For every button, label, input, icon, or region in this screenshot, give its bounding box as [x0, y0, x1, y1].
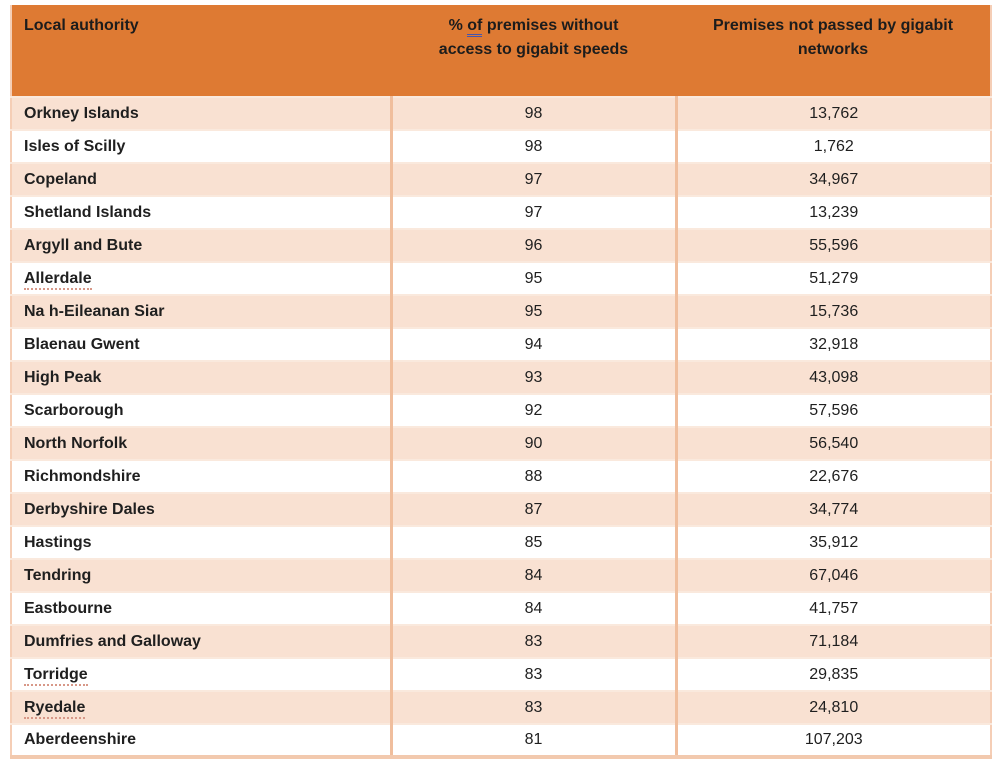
premises-not-passed-cell: 56,540	[676, 427, 991, 460]
local-authority-name: Isles of Scilly	[24, 137, 126, 155]
premises-not-passed-cell: 51,279	[676, 262, 991, 295]
percent-without-gigabit-cell: 94	[391, 328, 676, 361]
local-authority-name: Orkney Islands	[24, 104, 139, 122]
table-row	[11, 97, 991, 130]
premises-not-passed-cell: 1,762	[676, 130, 991, 163]
local-authority-cell	[11, 691, 391, 724]
table-row	[11, 229, 991, 262]
table-row	[11, 691, 991, 724]
table-header	[11, 5, 991, 97]
percent-without-gigabit-cell: 97	[391, 163, 676, 196]
local-authority-cell	[11, 361, 391, 394]
local-authority-cell	[11, 460, 391, 493]
premises-not-passed-cell: 13,762	[676, 97, 991, 130]
premises-not-passed-cell: 29,835	[676, 658, 991, 691]
local-authority-cell	[11, 427, 391, 460]
local-authority-name-spellcheck-underline: Torridge	[24, 666, 88, 686]
local-authority-cell	[11, 658, 391, 691]
local-authority-name: Copeland	[24, 170, 97, 188]
local-authority-cell	[11, 262, 391, 295]
table-row	[11, 493, 991, 526]
percent-without-gigabit-cell: 98	[391, 97, 676, 130]
local-authority-name: Na h-Eileanan Siar	[24, 302, 165, 320]
table-body	[11, 97, 991, 757]
table-row	[11, 460, 991, 493]
premises-not-passed-cell: 55,596	[676, 229, 991, 262]
local-authority-name: Richmondshire	[24, 467, 141, 485]
local-authority-cell	[11, 229, 391, 262]
local-authority-name: Eastbourne	[24, 599, 113, 617]
local-authority-cell	[11, 526, 391, 559]
local-authority-cell	[11, 559, 391, 592]
table-row	[11, 394, 991, 427]
percent-without-gigabit-cell: 85	[391, 526, 676, 559]
header-premises-label: Premises not passed by gigabit networks	[712, 17, 954, 58]
table-row	[11, 658, 991, 691]
header-premises-not-passed	[676, 5, 991, 97]
local-authority-cell	[11, 163, 391, 196]
local-authority-name: Derbyshire Dales	[24, 500, 155, 518]
percent-without-gigabit-cell: 88	[391, 460, 676, 493]
table-row	[11, 526, 991, 559]
local-authority-name: Tendring	[24, 566, 92, 584]
premises-not-passed-cell: 32,918	[676, 328, 991, 361]
table-row	[11, 328, 991, 361]
premises-not-passed-cell: 34,967	[676, 163, 991, 196]
local-authority-cell	[11, 130, 391, 163]
premises-not-passed-cell: 57,596	[676, 394, 991, 427]
premises-not-passed-cell: 43,098	[676, 361, 991, 394]
local-authority-name-spellcheck-underline: Ryedale	[24, 699, 85, 719]
percent-without-gigabit-cell: 95	[391, 262, 676, 295]
header-percent-prefix: %	[448, 17, 468, 34]
gigabit-access-table	[10, 5, 992, 759]
local-authority-cell	[11, 493, 391, 526]
table-row	[11, 625, 991, 658]
premises-not-passed-cell: 41,757	[676, 592, 991, 625]
percent-without-gigabit-cell: 98	[391, 130, 676, 163]
premises-not-passed-cell: 22,676	[676, 460, 991, 493]
local-authority-cell	[11, 196, 391, 229]
table-row	[11, 724, 991, 757]
percent-without-gigabit-cell: 97	[391, 196, 676, 229]
premises-not-passed-cell: 67,046	[676, 559, 991, 592]
percent-without-gigabit-cell: 96	[391, 229, 676, 262]
header-percent-rest: premises without access to gigabit speeds	[438, 17, 629, 58]
local-authority-name-spellcheck-underline: Allerdale	[24, 270, 92, 290]
percent-without-gigabit-cell: 83	[391, 691, 676, 724]
percent-without-gigabit-cell: 83	[391, 625, 676, 658]
table-row	[11, 163, 991, 196]
table-row	[11, 559, 991, 592]
premises-not-passed-cell: 107,203	[676, 724, 991, 757]
premises-not-passed-cell: 35,912	[676, 526, 991, 559]
percent-without-gigabit-cell: 81	[391, 724, 676, 757]
header-local-authority	[11, 5, 391, 97]
premises-not-passed-cell: 71,184	[676, 625, 991, 658]
percent-without-gigabit-cell: 93	[391, 361, 676, 394]
header-row	[11, 5, 991, 97]
table-row	[11, 592, 991, 625]
table-row	[11, 295, 991, 328]
local-authority-name: Dumfries and Galloway	[24, 632, 201, 650]
local-authority-name: Argyll and Bute	[24, 236, 143, 254]
local-authority-cell	[11, 394, 391, 427]
local-authority-name: Aberdeenshire	[24, 731, 137, 748]
premises-not-passed-cell: 13,239	[676, 196, 991, 229]
local-authority-name: High Peak	[24, 368, 102, 386]
local-authority-name: Scarborough	[24, 401, 124, 419]
header-percent-without-gigabit	[391, 5, 676, 97]
table-row	[11, 130, 991, 163]
table-row	[11, 262, 991, 295]
local-authority-cell	[11, 625, 391, 658]
premises-not-passed-cell: 15,736	[676, 295, 991, 328]
table-row	[11, 361, 991, 394]
premises-not-passed-cell: 34,774	[676, 493, 991, 526]
table-row	[11, 196, 991, 229]
grammar-check-underline: of	[467, 17, 482, 37]
percent-without-gigabit-cell: 84	[391, 592, 676, 625]
percent-without-gigabit-cell: 87	[391, 493, 676, 526]
percent-without-gigabit-cell: 90	[391, 427, 676, 460]
table-row	[11, 427, 991, 460]
local-authority-name: Shetland Islands	[24, 203, 152, 221]
local-authority-cell	[11, 724, 391, 757]
local-authority-cell	[11, 97, 391, 130]
local-authority-name: North Norfolk	[24, 434, 128, 452]
local-authority-name: Hastings	[24, 533, 92, 551]
percent-without-gigabit-cell: 83	[391, 658, 676, 691]
percent-without-gigabit-cell: 92	[391, 394, 676, 427]
local-authority-name: Blaenau Gwent	[24, 335, 140, 353]
percent-without-gigabit-cell: 84	[391, 559, 676, 592]
header-local-authority-label: Local authority	[24, 17, 139, 34]
local-authority-cell	[11, 295, 391, 328]
premises-not-passed-cell: 24,810	[676, 691, 991, 724]
local-authority-cell	[11, 592, 391, 625]
local-authority-cell	[11, 328, 391, 361]
percent-without-gigabit-cell: 95	[391, 295, 676, 328]
